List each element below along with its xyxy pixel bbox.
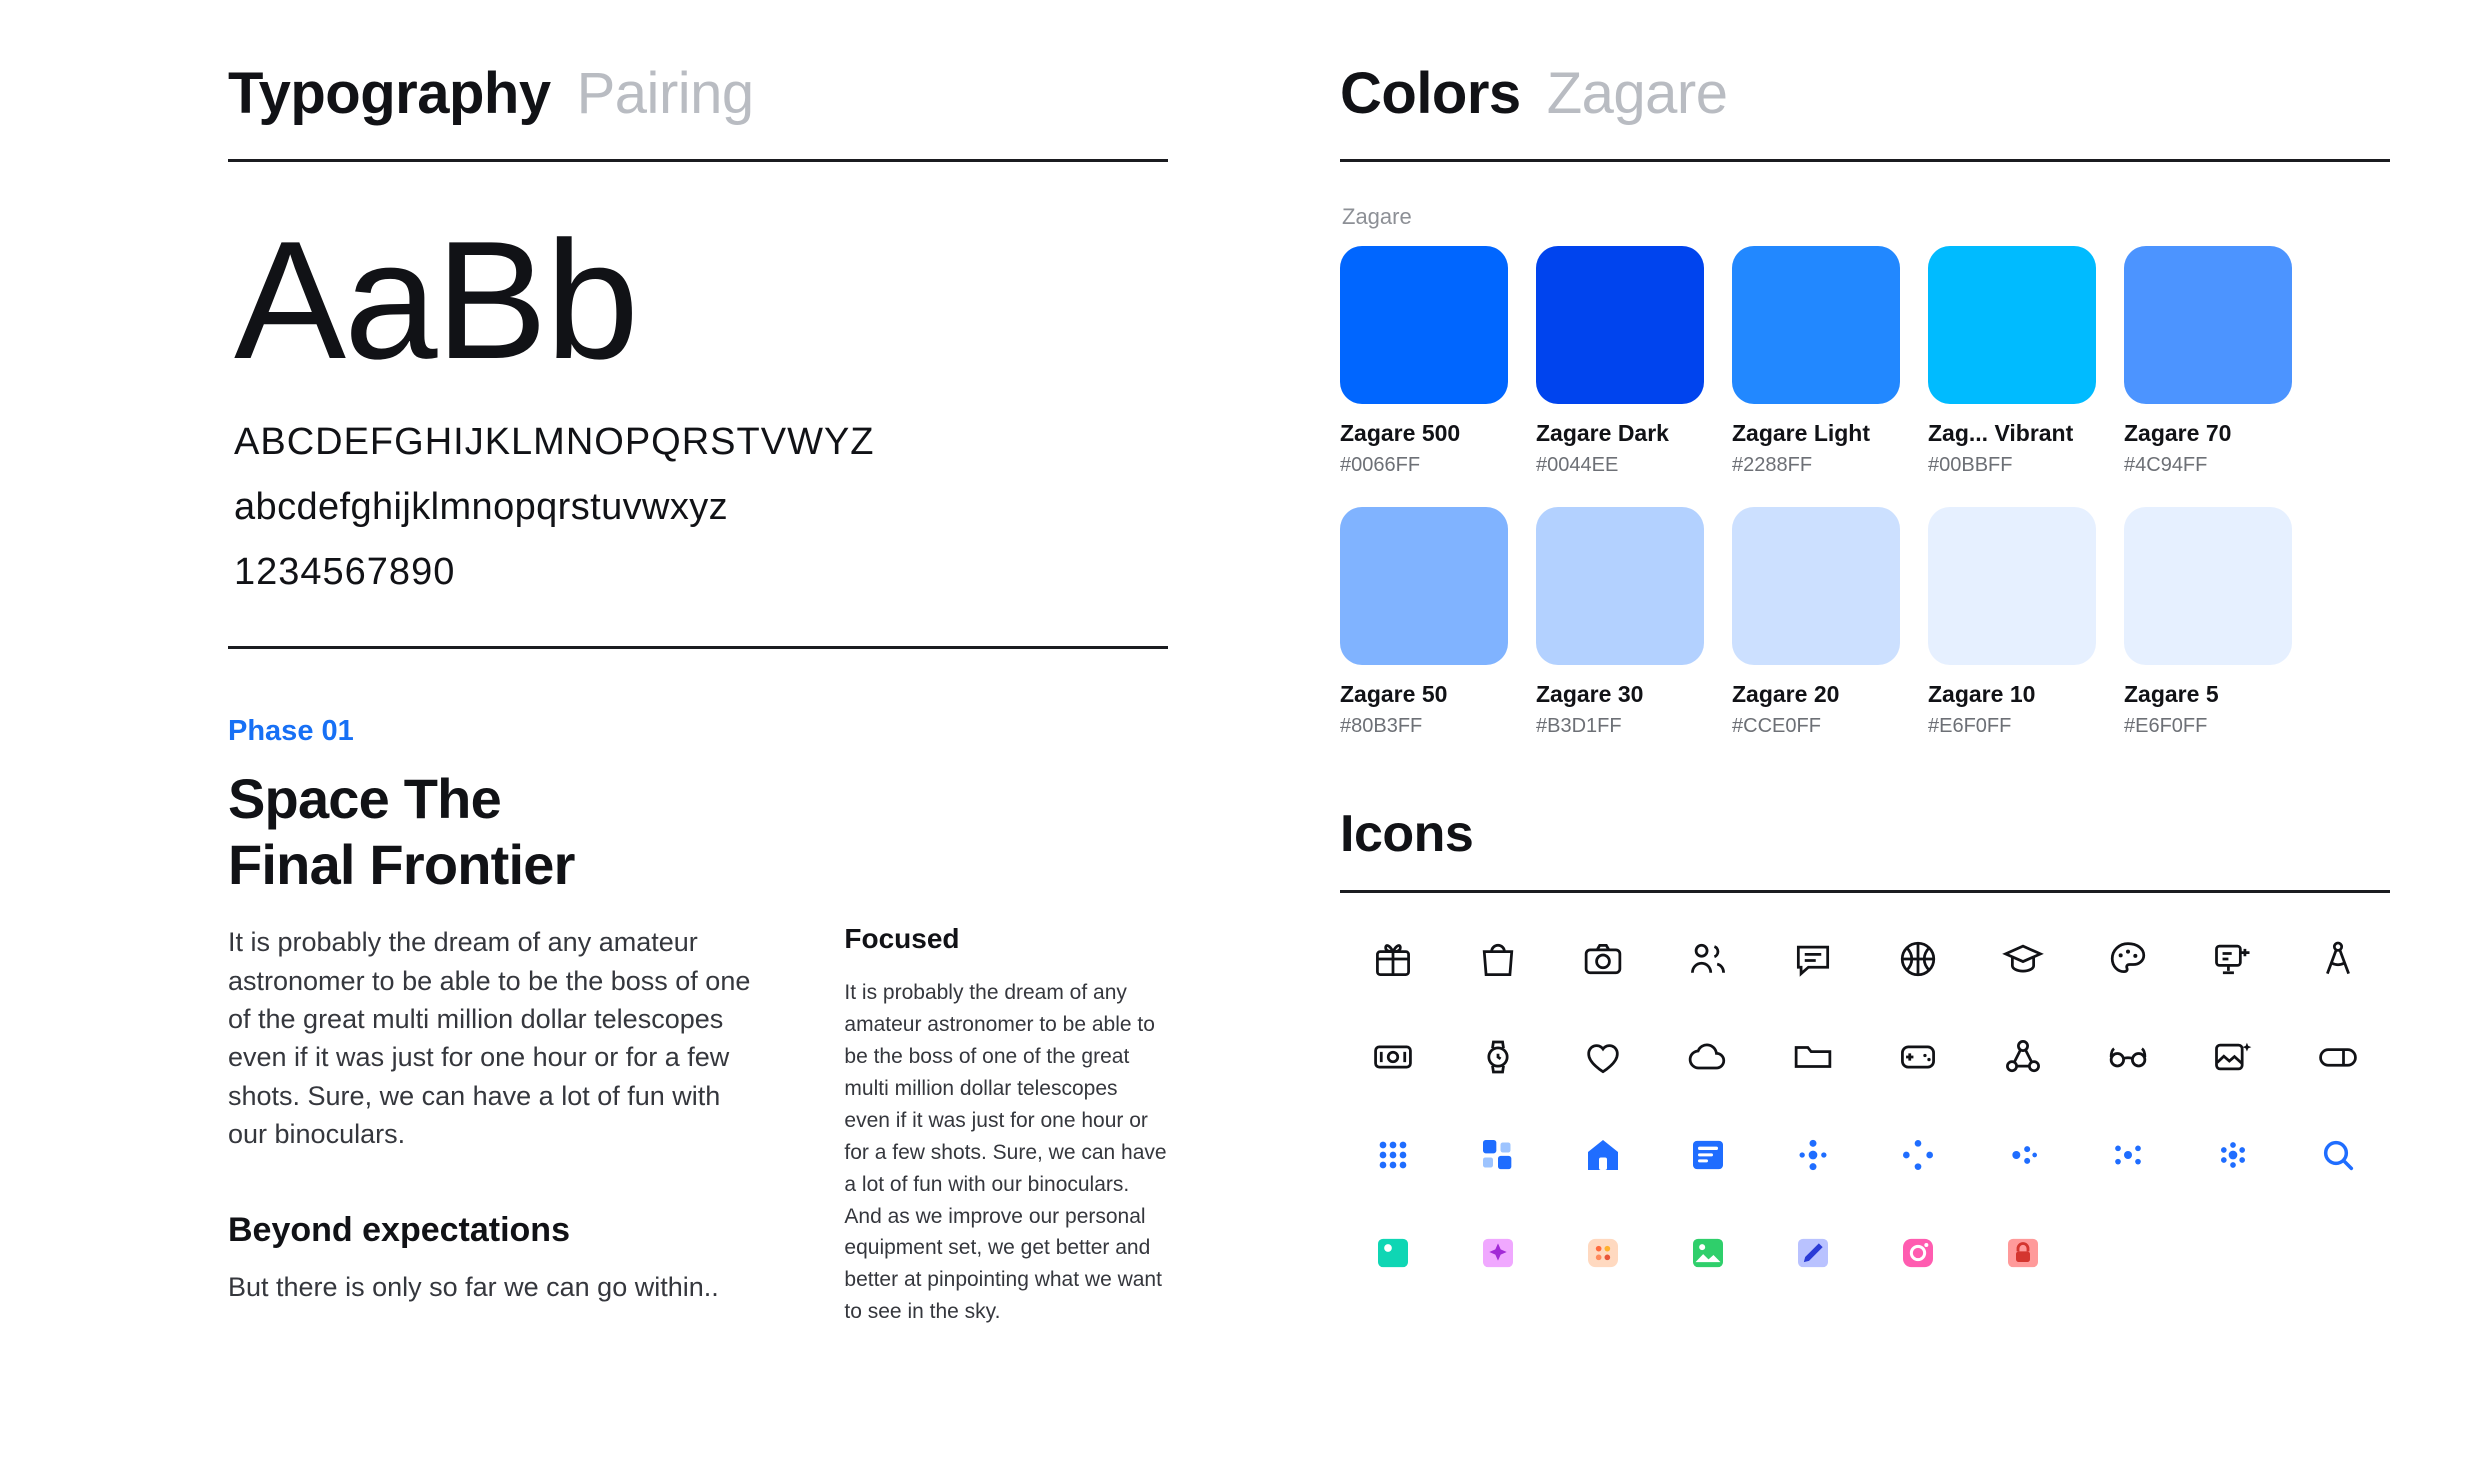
gamepad-icon[interactable]	[1886, 1025, 1950, 1089]
icon-placeholder	[2306, 1221, 2370, 1285]
color-swatch[interactable]	[2124, 246, 2292, 477]
color-hex: #0066FF	[1340, 454, 1421, 476]
uppercase-glyphs: ABCDEFGHIJKLMNOPQRSTVWYZ	[234, 421, 875, 464]
color-name: Zagare Light	[1732, 420, 1871, 446]
headline-line-2: Final Frontier	[228, 832, 575, 896]
color-chip[interactable]	[1732, 246, 1900, 404]
sample-headline	[228, 766, 1168, 897]
color-chip[interactable]	[1732, 507, 1900, 665]
icons-divider	[1340, 890, 2390, 893]
card-text-icon[interactable]	[1676, 1123, 1740, 1187]
color-swatch-row-2	[1340, 507, 2390, 738]
color-swatch[interactable]	[1340, 507, 1508, 738]
color-hex: #0044EE	[1536, 454, 1619, 476]
image-star-icon[interactable]	[2201, 1025, 2265, 1089]
color-chip[interactable]	[1928, 507, 2096, 665]
color-chip[interactable]	[2124, 246, 2292, 404]
folder-icon[interactable]	[1781, 1025, 1845, 1089]
color-hex: #80B3FF	[1340, 715, 1423, 737]
color-name: Zagare 50	[1340, 681, 1448, 707]
sample-subheading: Beyond expectations	[228, 1211, 570, 1250]
color-group-label: Zagare	[1342, 204, 1412, 229]
color-hex: #B3D1FF	[1536, 715, 1622, 737]
dots-grid-icon[interactable]	[1361, 1123, 1425, 1187]
icon-row-1	[1340, 927, 2390, 991]
camera-icon[interactable]	[1571, 927, 1635, 991]
side-column-text: It is probably the dream of any amateur astronomer to be able to be the boss of one of the great multi million dollar telescopes even if it was just for one hour or for a few shots. Sure, we can have a lot of fun with our binoculars. And as we improve our personal equipment set, we get better and better at pinpointing what we want to see in the sky.	[844, 981, 1167, 1324]
body-side-column	[844, 923, 1168, 1328]
color-chip[interactable]	[1928, 246, 2096, 404]
squares-icon[interactable]	[1466, 1123, 1530, 1187]
color-swatch[interactable]	[1732, 507, 1900, 738]
presentation-icon[interactable]	[2201, 927, 2265, 991]
color-name: Zagare 70	[2124, 420, 2232, 446]
color-chip[interactable]	[1340, 246, 1508, 404]
share-nodes-icon[interactable]	[1991, 1025, 2055, 1089]
sample-body-columns	[228, 923, 1168, 1328]
color-name: Zagare 500	[1340, 420, 1461, 446]
icon-placeholder	[2201, 1221, 2265, 1285]
icons-title: Icons	[1340, 805, 1474, 863]
dots-spread-icon[interactable]	[2096, 1123, 2160, 1187]
sample-subparagraph: But there is only so far we can go within..	[228, 1272, 719, 1303]
dots-diamond-icon[interactable]	[1886, 1123, 1950, 1187]
typography-divider	[228, 159, 1168, 162]
basketball-icon[interactable]	[1886, 927, 1950, 991]
color-hex: #CCE0FF	[1732, 715, 1821, 737]
color-swatch[interactable]	[1340, 246, 1508, 477]
watch-icon[interactable]	[1466, 1025, 1530, 1089]
lowercase-glyphs: abcdefghijklmnopqrstuvwxyz	[234, 486, 729, 529]
color-swatch[interactable]	[1928, 246, 2096, 477]
colors-and-icons-section	[1280, 0, 2480, 1480]
dots-flower-icon[interactable]	[2201, 1123, 2265, 1187]
typography-heading	[228, 60, 1168, 127]
lock-icon[interactable]	[1991, 1221, 2055, 1285]
color-name: Zagare 30	[1536, 681, 1644, 707]
compass-icon[interactable]	[2306, 927, 2370, 991]
color-name: Zag... Vibrant	[1928, 420, 2074, 446]
heart-icon[interactable]	[1571, 1025, 1635, 1089]
glasses-icon[interactable]	[2096, 1025, 2160, 1089]
headline-line-1: Space The	[228, 767, 501, 831]
color-chip[interactable]	[1536, 246, 1704, 404]
camera-pink-icon[interactable]	[1886, 1221, 1950, 1285]
colors-heading	[1340, 60, 2390, 127]
color-swatch[interactable]	[2124, 507, 2292, 738]
color-swatch-row-1	[1340, 246, 2390, 477]
icon-row-3	[1340, 1123, 2390, 1187]
numeral-glyphs: 1234567890	[234, 551, 456, 594]
palette-color-icon[interactable]	[1571, 1221, 1635, 1285]
photo-icon[interactable]	[1676, 1221, 1740, 1285]
pen-icon[interactable]	[1781, 1221, 1845, 1285]
typography-sample-divider	[228, 646, 1168, 649]
cloud-icon[interactable]	[1676, 1025, 1740, 1089]
icon-row-2	[1340, 1025, 2390, 1089]
color-name: Zagare 20	[1732, 681, 1840, 707]
search-icon[interactable]	[2306, 1123, 2370, 1187]
color-name: Zagare 10	[1928, 681, 2036, 707]
colors-subtitle: Zagare	[1546, 61, 1728, 126]
color-swatch[interactable]	[1536, 507, 1704, 738]
toggle-icon[interactable]	[2306, 1025, 2370, 1089]
body-main-column	[228, 923, 762, 1328]
sample-body-text: It is probably the dream of any amateur astronomer to be able to be the boss of one of the great multi million dollar telescopes even if it was just for one hour or for a few shots. Sure, we can have a lot of fun with our binoculars.	[228, 927, 751, 1149]
icon-placeholder	[2096, 1221, 2160, 1285]
phase-label: Phase 01	[228, 715, 354, 748]
note-icon[interactable]	[1361, 1221, 1425, 1285]
bag-icon[interactable]	[1466, 927, 1530, 991]
color-swatch[interactable]	[1536, 246, 1704, 477]
color-hex: #E6F0FF	[2124, 715, 2208, 737]
color-hex: #E6F0FF	[1928, 715, 2012, 737]
color-hex: #2288FF	[1732, 454, 1813, 476]
star-burst-icon[interactable]	[1466, 1221, 1530, 1285]
color-chip[interactable]	[1536, 507, 1704, 665]
color-hex: #4C94FF	[2124, 454, 2208, 476]
colors-title: Colors	[1340, 61, 1521, 126]
color-chip[interactable]	[1340, 507, 1508, 665]
colors-divider	[1340, 159, 2390, 162]
color-chip[interactable]	[2124, 507, 2292, 665]
color-hex: #00BBFF	[1928, 454, 2013, 476]
cash-icon[interactable]	[1361, 1025, 1425, 1089]
graduation-cap-icon[interactable]	[1991, 927, 2055, 991]
people-icon[interactable]	[1676, 927, 1740, 991]
plus-dots-icon[interactable]	[1781, 1123, 1845, 1187]
icon-row-4	[1340, 1221, 2390, 1285]
palette-icon[interactable]	[2096, 927, 2160, 991]
color-swatch[interactable]	[1732, 246, 1900, 477]
chat-icon[interactable]	[1781, 927, 1845, 991]
typography-title: Typography	[228, 61, 551, 126]
dots-cluster-icon[interactable]	[1991, 1123, 2055, 1187]
home-icon[interactable]	[1571, 1123, 1635, 1187]
gift-icon[interactable]	[1361, 927, 1425, 991]
color-name: Zagare 5	[2124, 681, 2219, 707]
side-column-title: Focused	[844, 923, 960, 955]
font-specimen: AaBb	[234, 206, 637, 394]
color-name: Zagare Dark	[1536, 420, 1669, 446]
color-swatch[interactable]	[1928, 507, 2096, 738]
typography-subtitle: Pairing	[576, 61, 754, 126]
